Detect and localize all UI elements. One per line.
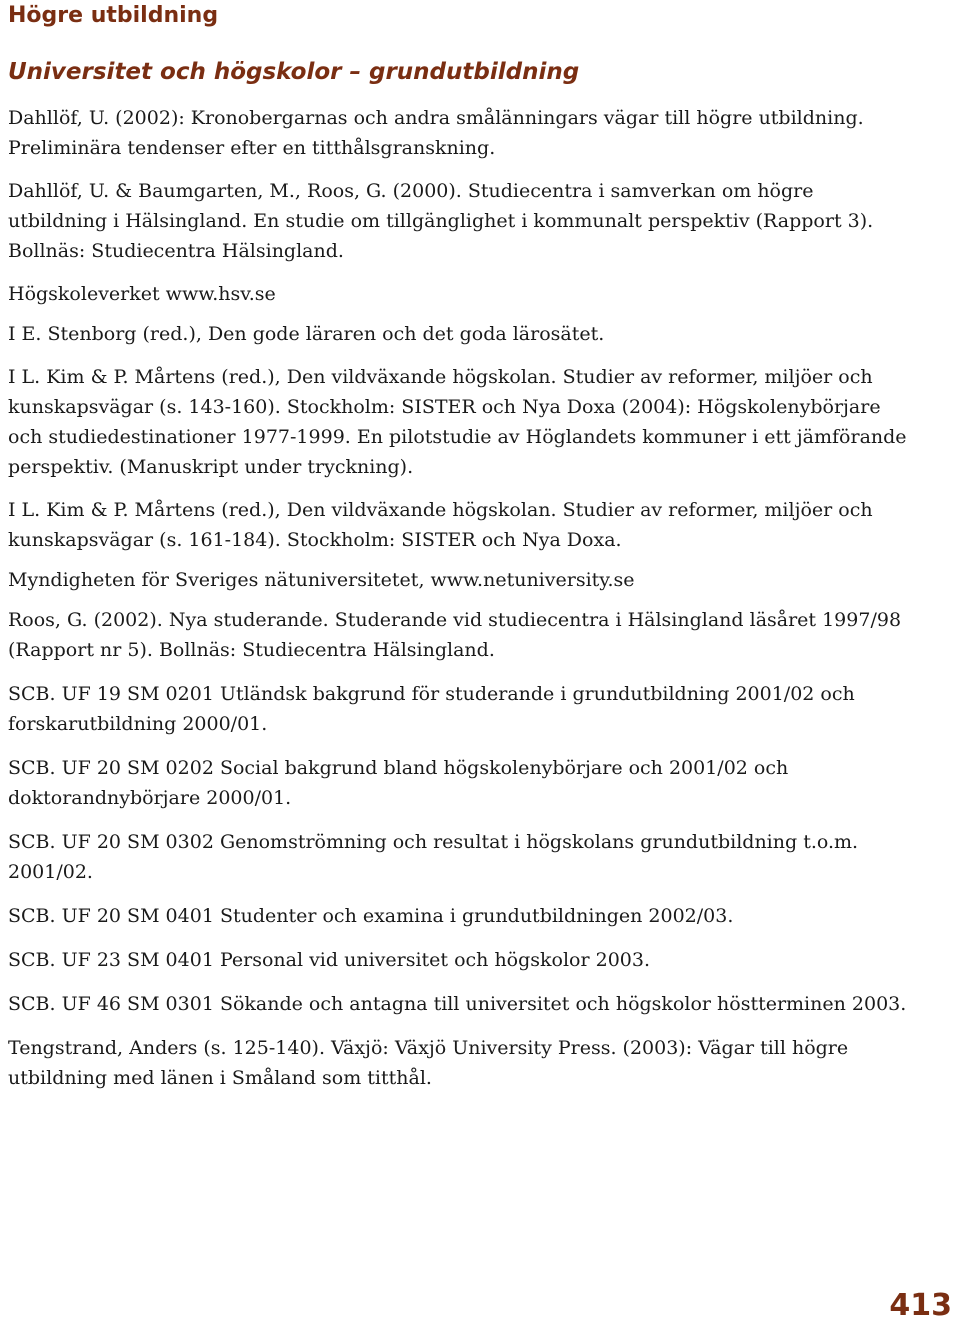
reference-list (8, 103, 918, 1106)
reference-item: Högskoleverket www.hsv.se (8, 283, 276, 305)
reference-item: SCB. UF 19 SM 0201 Utländsk bakgrund för studerande i grundutbildning 2001/02 och forskarutbildning 2000/01. (8, 683, 855, 735)
reference-item: SCB. UF 20 SM 0202 Social bakgrund bland högskolenybörjare och 2001/02 och doktorandnybörjare 2000/01. (8, 757, 789, 809)
section-title: Högre utbildning (8, 3, 219, 28)
subsection-title: Universitet och högskolor – grundutbildning (8, 59, 580, 85)
reference-item: I L. Kim & P. Mårtens (red.), Den vildväxande högskolan. Studier av reformer, miljöer och kunskapsvägar (s. 143-160). Stockholm: SISTER och Nya Doxa (2004): Högskolenybörjare och studiedestinationer 1977-1999. En pilotstudie av Höglandets kommuner i ett jämförande perspektiv. (Manuskript under tryckning). (8, 366, 907, 478)
reference-item: Tengstrand, Anders (s. 125-140). Växjö: Växjö University Press. (2003): Vägar till högre utbildning med länen i Småland som titthål. (8, 1037, 849, 1089)
reference-item: Myndigheten för Sveriges nätuniversitetet, www.netuniversity.se (8, 569, 635, 591)
reference-item: SCB. UF 20 SM 0302 Genomströmning och resultat i högskolans grundutbildning t.o.m. 2001/02. (8, 831, 859, 883)
reference-item: I L. Kim & P. Mårtens (red.), Den vildväxande högskolan. Studier av reformer, miljöer och kunskapsvägar (s. 161-184). Stockholm: SISTER och Nya Doxa. (8, 499, 873, 551)
page-number: 413 (889, 1288, 952, 1323)
reference-item: SCB. UF 46 SM 0301 Sökande och antagna till universitet och högskolor höstterminen 2003. (8, 993, 907, 1015)
reference-item: Dahllöf, U. & Baumgarten, M., Roos, G. (2000). Studiecentra i samverkan om högre utbildning i Hälsingland. En studie om tillgänglighet i kommunalt perspektiv (Rapport 3). Bollnäs: Studiecentra Hälsingland. (8, 180, 874, 262)
reference-item: Roos, G. (2002). Nya studerande. Studerande vid studiecentra i Hälsingland läsåret 1997/98 (Rapport nr 5). Bollnäs: Studiecentra Hälsingland. (8, 609, 902, 661)
reference-item: I E. Stenborg (red.), Den gode läraren och det goda lärosätet. (8, 323, 605, 345)
reference-item: SCB. UF 23 SM 0401 Personal vid universitet och högskolor 2003. (8, 949, 651, 971)
reference-item: Dahllöf, U. (2002): Kronobergarnas och andra smålänningars vägar till högre utbildning. Preliminära tendenser efter en titthålsgranskning. (8, 107, 864, 159)
reference-item: SCB. UF 20 SM 0401 Studenter och examina i grundutbildningen 2002/03. (8, 905, 734, 927)
